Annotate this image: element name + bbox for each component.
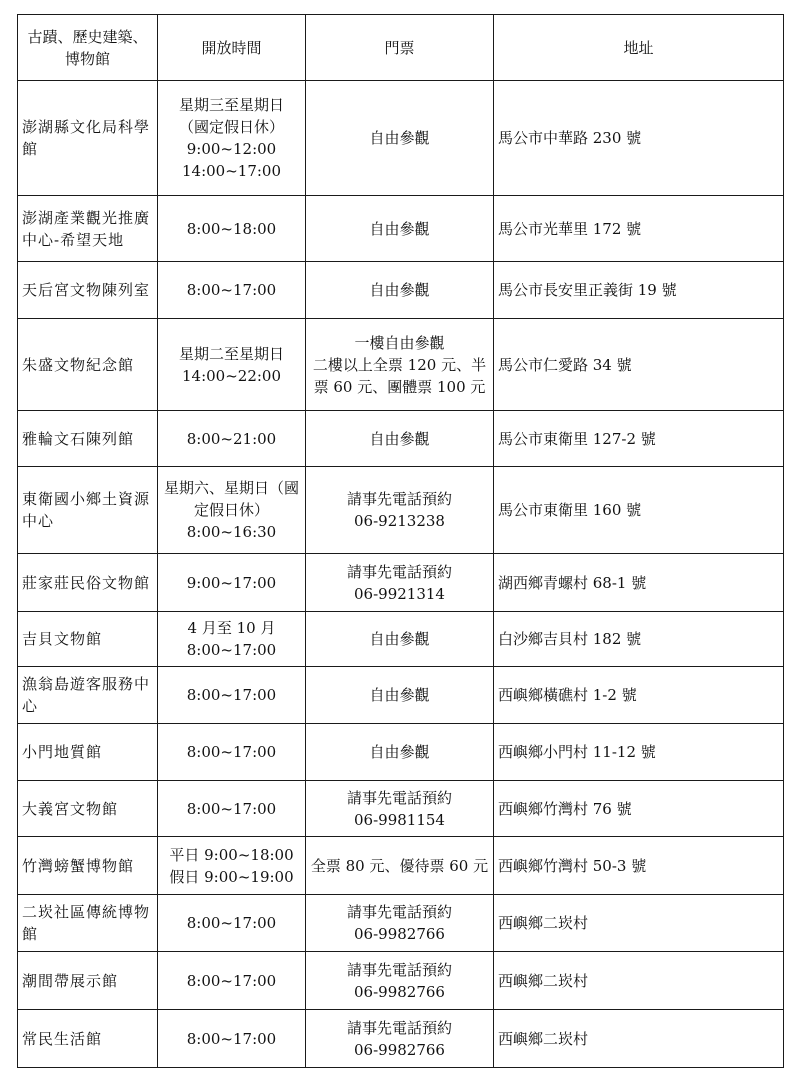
address: 馬公市東衛里 127-2 號 — [494, 411, 784, 467]
address: 西嶼鄉竹灣村 76 號 — [494, 781, 784, 837]
opening-hours: 8:00~17:00 — [158, 895, 306, 952]
opening-hours: 8:00~17:00 — [158, 667, 306, 724]
ticket-info: 自由參觀 — [306, 262, 494, 319]
table-row — [18, 837, 784, 895]
venue-name: 漁翁島遊客服務中心 — [18, 667, 158, 724]
ticket-info: 請事先電話預約 06-9982766 — [306, 1010, 494, 1068]
venue-name: 大義宮文物館 — [18, 781, 158, 837]
venue-name: 吉貝文物館 — [18, 612, 158, 667]
address: 馬公市光華里 172 號 — [494, 196, 784, 262]
opening-hours: 4 月至 10 月 8:00~17:00 — [158, 612, 306, 667]
venue-name: 竹灣螃蟹博物館 — [18, 837, 158, 895]
opening-hours: 8:00~17:00 — [158, 952, 306, 1010]
ticket-info: 一樓自由參觀 二樓以上全票 120 元、半票 60 元、團體票 100 元 — [306, 319, 494, 411]
opening-hours: 星期三至星期日 （國定假日休） 9:00~12:00 14:00~17:00 — [158, 81, 306, 196]
ticket-info: 自由參觀 — [306, 667, 494, 724]
venue-name: 澎湖產業觀光推廣中心-希望天地 — [18, 196, 158, 262]
table-row — [18, 952, 784, 1010]
venue-name: 常民生活館 — [18, 1010, 158, 1068]
venue-table — [17, 14, 784, 1068]
address: 西嶼鄉竹灣村 50-3 號 — [494, 837, 784, 895]
ticket-info: 自由參觀 — [306, 196, 494, 262]
opening-hours: 8:00~17:00 — [158, 724, 306, 781]
ticket-info: 自由參觀 — [306, 724, 494, 781]
venue-name: 雅輪文石陳列館 — [18, 411, 158, 467]
ticket-info: 自由參觀 — [306, 612, 494, 667]
address: 湖西鄉青螺村 68-1 號 — [494, 554, 784, 612]
address: 西嶼鄉二崁村 — [494, 952, 784, 1010]
ticket-info: 請事先電話預約 06-9982766 — [306, 952, 494, 1010]
ticket-info: 請事先電話預約 06-9921314 — [306, 554, 494, 612]
address: 馬公市仁愛路 34 號 — [494, 319, 784, 411]
header-ticket: 門票 — [306, 15, 494, 81]
table-row — [18, 667, 784, 724]
venue-name: 朱盛文物紀念館 — [18, 319, 158, 411]
header-hours: 開放時間 — [158, 15, 306, 81]
ticket-info: 自由參觀 — [306, 411, 494, 467]
opening-hours: 8:00~17:00 — [158, 1010, 306, 1068]
opening-hours: 8:00~17:00 — [158, 262, 306, 319]
table-row — [18, 1010, 784, 1068]
opening-hours: 星期六、星期日（國定假日休） 8:00~16:30 — [158, 467, 306, 554]
table-row — [18, 81, 784, 196]
table-row — [18, 467, 784, 554]
table-row — [18, 554, 784, 612]
address: 馬公市東衛里 160 號 — [494, 467, 784, 554]
ticket-info: 全票 80 元、優待票 60 元 — [306, 837, 494, 895]
table-header-row — [18, 15, 784, 81]
ticket-info: 自由參觀 — [306, 81, 494, 196]
opening-hours: 9:00~17:00 — [158, 554, 306, 612]
venue-name: 潮間帶展示館 — [18, 952, 158, 1010]
opening-hours: 8:00~21:00 — [158, 411, 306, 467]
venue-name: 莊家莊民俗文物館 — [18, 554, 158, 612]
address: 白沙鄉吉貝村 182 號 — [494, 612, 784, 667]
address: 西嶼鄉橫礁村 1-2 號 — [494, 667, 784, 724]
header-name: 古蹟、歷史建築、 博物館 — [18, 15, 158, 81]
address: 西嶼鄉小門村 11-12 號 — [494, 724, 784, 781]
ticket-info: 請事先電話預約 06-9981154 — [306, 781, 494, 837]
header-address: 地址 — [494, 15, 784, 81]
table-row — [18, 262, 784, 319]
table-row — [18, 724, 784, 781]
table-row — [18, 411, 784, 467]
venue-name: 東衛國小鄉土資源中心 — [18, 467, 158, 554]
venue-name: 小門地質館 — [18, 724, 158, 781]
ticket-info: 請事先電話預約 06-9213238 — [306, 467, 494, 554]
table-row — [18, 612, 784, 667]
opening-hours: 8:00~17:00 — [158, 781, 306, 837]
table-row — [18, 319, 784, 411]
address: 西嶼鄉二崁村 — [494, 895, 784, 952]
address: 馬公市長安里正義街 19 號 — [494, 262, 784, 319]
table-row — [18, 196, 784, 262]
table-row — [18, 895, 784, 952]
opening-hours: 星期二至星期日 14:00~22:00 — [158, 319, 306, 411]
opening-hours: 8:00~18:00 — [158, 196, 306, 262]
ticket-info: 請事先電話預約 06-9982766 — [306, 895, 494, 952]
venue-name: 二崁社區傳統博物館 — [18, 895, 158, 952]
venue-name: 天后宮文物陳列室 — [18, 262, 158, 319]
address: 西嶼鄉二崁村 — [494, 1010, 784, 1068]
table-row — [18, 781, 784, 837]
opening-hours: 平日 9:00~18:00 假日 9:00~19:00 — [158, 837, 306, 895]
venue-name: 澎湖縣文化局科學館 — [18, 81, 158, 196]
address: 馬公市中華路 230 號 — [494, 81, 784, 196]
